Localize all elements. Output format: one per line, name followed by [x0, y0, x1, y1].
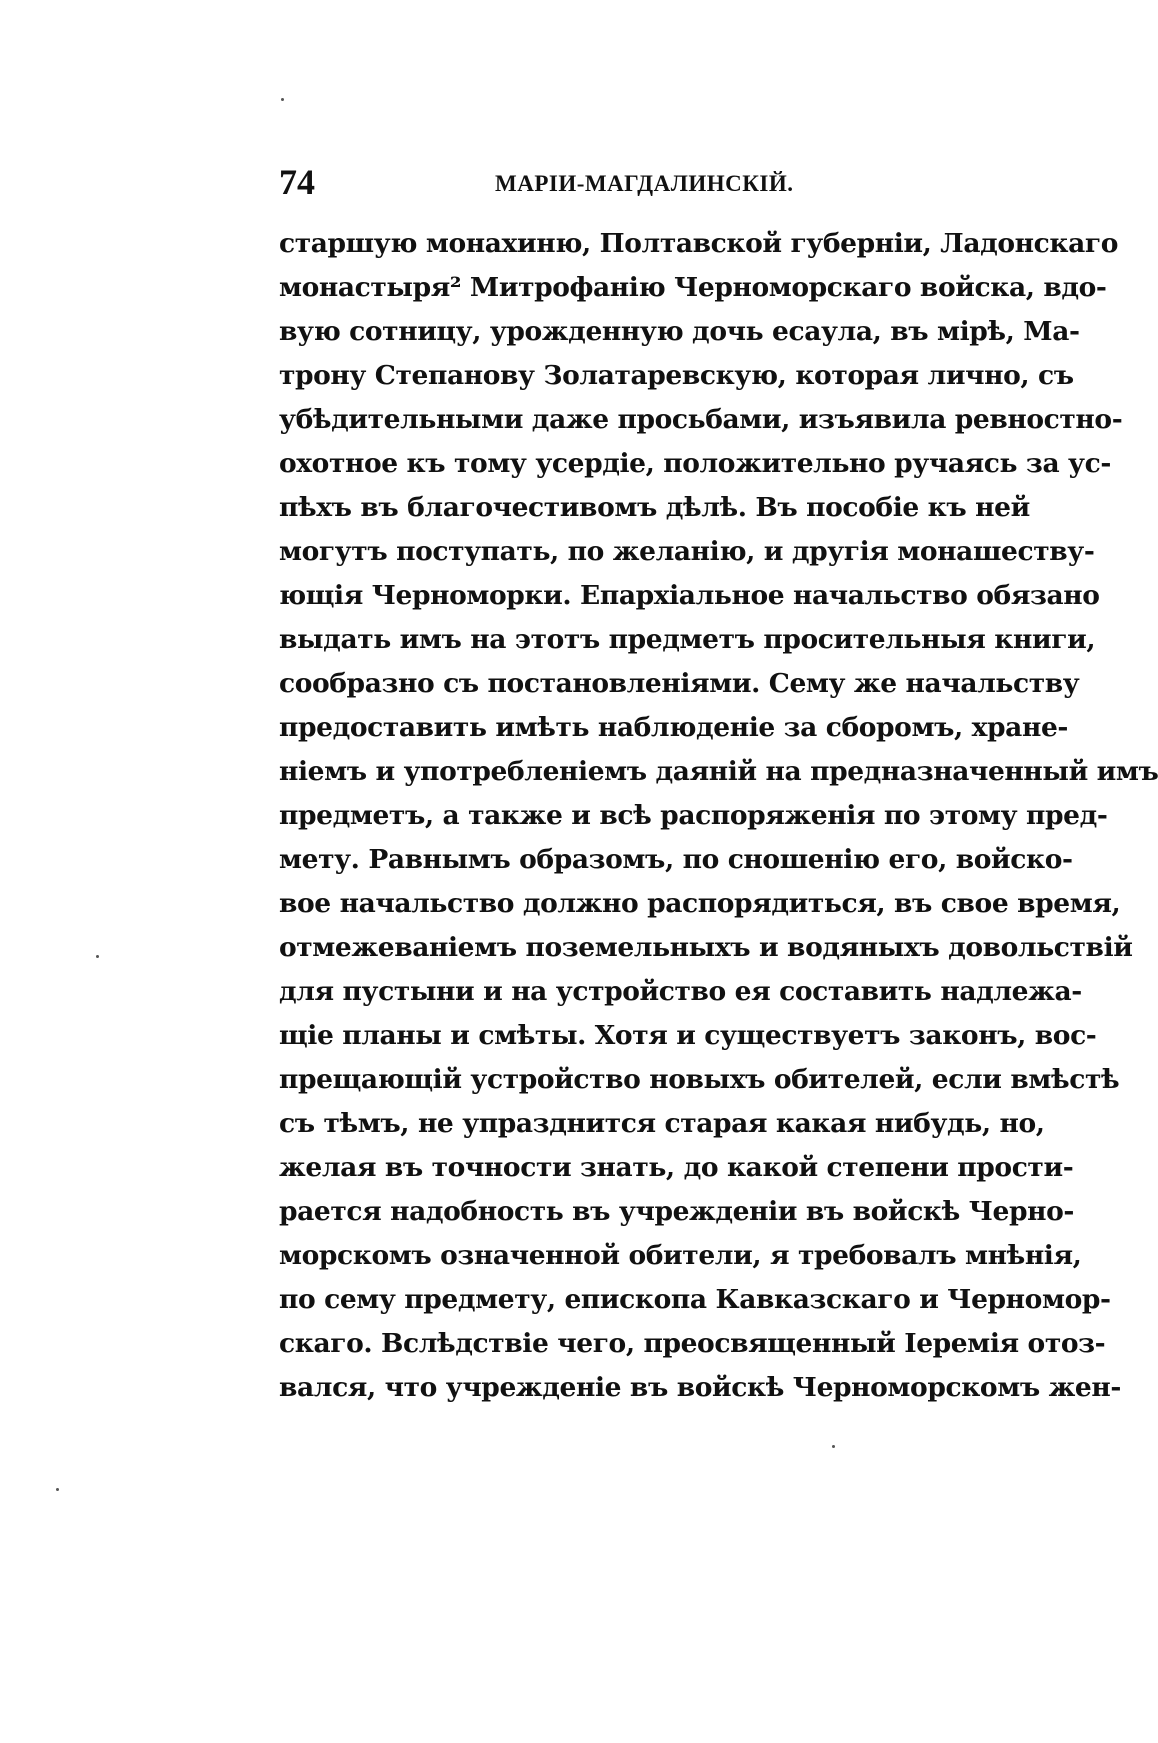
scan-speck — [56, 1488, 59, 1491]
text-line: морскомъ означенной обители, я требовалъ мнѣнія, — [279, 1240, 1082, 1271]
text-line: выдать имъ на этотъ предметъ просительныя книги, — [279, 624, 1096, 655]
scan-speck — [96, 955, 99, 958]
text-line: могутъ поступать, по желанію, и другія монашеству- — [279, 536, 1095, 567]
text-line: скаго. Вслѣдствіе чего, преосвященный Іеремія отоз- — [279, 1328, 1106, 1359]
text-line: старшую монахиню, Полтавской губерніи, Ладонскаго — [279, 228, 1118, 259]
body-text — [279, 222, 1158, 1410]
text-line: для пустыни и на устройство ея составить надлежа- — [279, 976, 1082, 1007]
text-line: рается надобность въ учрежденіи въ войскѣ Черно- — [279, 1196, 1074, 1227]
text-line: отмежеваніемъ поземельныхъ и водяныхъ довольствій — [279, 932, 1133, 963]
text-line: прещающій устройство новыхъ обителей, если вмѣстѣ — [279, 1064, 1120, 1095]
text-line: вое начальство должно распорядиться, въ свое время, — [279, 888, 1121, 919]
scan-speck — [281, 98, 284, 101]
text-line: охотное къ тому усердіе, положительно ручаясь за ус- — [279, 448, 1111, 479]
text-line: щіе планы и смѣты. Хотя и существуетъ законъ, вос- — [279, 1020, 1097, 1051]
scan-speck — [832, 1445, 835, 1448]
page-number: 74 — [279, 162, 315, 202]
text-line: трону Степанову Золатаревскую, которая лично, съ — [279, 360, 1074, 391]
text-line: по сему предмету, епископа Кавказскаго и Черномор- — [279, 1284, 1111, 1315]
text-line: предметъ, а также и всѣ распоряженія по этому пред- — [279, 800, 1108, 831]
running-head: МАРІИ-МАГДАЛИНСКІЙ. — [495, 171, 794, 196]
text-line: убѣдительными даже просьбами, изъявила ревностно- — [279, 404, 1123, 435]
text-line: пѣхъ въ благочестивомъ дѣлѣ. Въ пособіе къ ней — [279, 492, 1030, 523]
text-line: желая въ точности знать, до какой степени прости- — [279, 1152, 1074, 1183]
text-line: ющія Черноморки. Епархіальное начальство обязано — [279, 580, 1100, 611]
text-line: вался, что учрежденіе въ войскѣ Черноморскомъ жен- — [279, 1372, 1121, 1403]
text-line: съ тѣмъ, не упразднится старая какая нибудь, но, — [279, 1108, 1045, 1139]
page-header — [279, 160, 1015, 204]
text-line: вую сотницу, урожденную дочь есаула, въ мірѣ, Ма- — [279, 316, 1080, 347]
text-line: ніемъ и употребленіемъ даяній на предназначенный имъ — [279, 756, 1158, 787]
text-line: мету. Равнымъ образомъ, по сношенію его, войско- — [279, 844, 1073, 875]
text-line: предоставить имѣть наблюденіе за сборомъ, хране- — [279, 712, 1069, 743]
text-line: сообразно съ постановленіями. Сему же начальству — [279, 668, 1080, 699]
text-line: монастыря² Митрофанію Черноморскаго войска, вдо- — [279, 272, 1107, 303]
